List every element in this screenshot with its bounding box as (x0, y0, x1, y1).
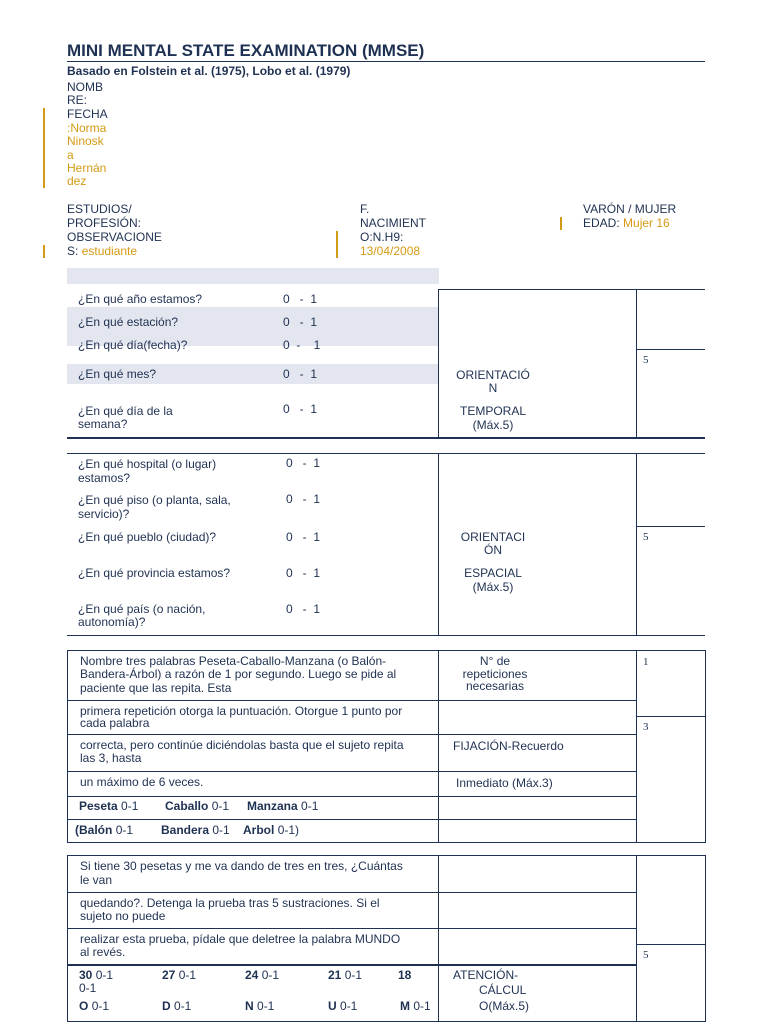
name-value-2: Ninosk (67, 134, 104, 148)
word-caballo: Caballo (165, 799, 209, 813)
subtraction-score-24: 0-1 (261, 968, 280, 982)
word-manzana-score: 0-1 (301, 799, 319, 813)
fixation-bottom-line (67, 842, 705, 843)
birth-label-3: O:N.H9: (360, 230, 404, 244)
attention-row-line-2 (67, 928, 637, 929)
birth-value: 13/04/2008 (360, 244, 421, 258)
word-balon-score: 0-1 (115, 823, 134, 837)
subtraction-item-27 (162, 969, 196, 982)
birth-label-1: F. (360, 202, 370, 216)
subtraction-number-30: 30 (79, 968, 93, 982)
attention-instruction-3: quedando?. Detenga la prueba tras 5 sustraciones. Si el (80, 896, 380, 910)
attention-top-line (67, 855, 705, 856)
fixation-score-line (637, 716, 705, 717)
fixation-instruction-5: cada palabra (80, 716, 150, 730)
fixation-left-edge (67, 650, 68, 843)
spatial-question-1-cont: estamos? (78, 471, 131, 485)
fixation-category-2: Inmediato (Máx.3) (456, 776, 553, 790)
subtraction-number-21: 21 (328, 968, 342, 982)
attention-score-line (637, 944, 705, 945)
temporal-top-line (439, 289, 705, 290)
age-value: Mujer 16 (623, 216, 670, 230)
spelling-letter-m: M (400, 999, 410, 1013)
fixation-row-line-3 (67, 771, 637, 772)
spelling-letter-d: D (162, 999, 171, 1013)
observations-label-2-text: S: (67, 244, 79, 258)
word-caballo-score: 0-1 (211, 799, 230, 813)
temporal-divider-2 (636, 289, 637, 438)
fixation-row-line-1 (67, 700, 637, 701)
spelling-item-u (328, 1000, 357, 1013)
attention-row-line-1 (67, 892, 637, 893)
fixation-instruction-4: primera repetición otorga la puntuación. Otorgue 1 punto por (80, 704, 403, 718)
observations-label-2 (67, 245, 137, 258)
temporal-score-1: 0 - 1 (283, 292, 318, 306)
spelling-item-m (400, 1000, 431, 1013)
word-bandera-score: 0-1 (212, 823, 230, 837)
fixation-row-line-2 (67, 734, 637, 735)
spelling-score-m: 0-1 (413, 999, 431, 1013)
fixation-instruction-3: paciente que las repita. Esta (80, 681, 232, 695)
spatial-max-score: 5 (643, 531, 649, 543)
temporal-category-2: N (488, 381, 498, 395)
name-value-3: a (67, 148, 74, 162)
temporal-score-3: 0 - 1 (283, 338, 321, 352)
sex-label: VARÓN / MUJER (583, 202, 677, 216)
subtraction-score-27: 0-1 (178, 968, 197, 982)
observations-marker (43, 245, 45, 258)
subtraction-number-27: 27 (162, 968, 176, 982)
temporal-mid-line (637, 349, 705, 350)
spatial-question-5-cont: autonomía)? (78, 615, 146, 629)
observations-value: estudiante (81, 244, 138, 258)
subtraction-number-18: 18 (398, 968, 412, 982)
spatial-divider-2 (636, 453, 637, 635)
attention-instruction-6: al revés. (80, 945, 126, 959)
spelling-item-n (245, 1000, 274, 1013)
temporal-category-4: (Máx.5) (472, 418, 514, 432)
fixation-top-line (67, 650, 705, 651)
attention-max-score: 5 (643, 949, 649, 961)
fixation-instruction-6: correcta, pero continúe diciéndolas basta que el sujeto repita (80, 738, 404, 752)
fixation-instruction-2: Bandera-Árbol) a razón de 1 por segundo. Luego se pide al (80, 667, 397, 681)
subtraction-score-30: 0-1 (95, 968, 114, 982)
birth-marker (336, 231, 338, 258)
spatial-score-5: 0 - 1 (286, 602, 321, 616)
spatial-score-4: 0 - 1 (286, 566, 321, 580)
spatial-question-1: ¿En qué hospital (o lugar) (78, 457, 217, 471)
name-value-1: :Norma (67, 121, 107, 135)
spatial-mid-line (637, 526, 705, 527)
fixation-divider-2 (636, 650, 637, 843)
spelling-letter-u: U (328, 999, 337, 1013)
name-label-2: RE: (67, 93, 88, 107)
word-bandera: Bandera (161, 823, 210, 837)
fixation-max-score: 3 (643, 721, 649, 733)
fixation-category-1: FIJACIÓN-Recuerdo (453, 739, 564, 753)
spatial-category-3: ESPACIAL (464, 566, 522, 580)
spatial-question-2-cont: servicio)? (78, 507, 130, 521)
attention-divider-2 (636, 855, 637, 1022)
spatial-bottom-line (67, 635, 705, 636)
page-title: MINI MENTAL STATE EXAMINATION (MMSE) (67, 41, 425, 60)
attention-bottom-line (67, 1021, 705, 1022)
attention-instruction-1: Si tiene 30 pesetas y me va dando de tres en tres, ¿Cuántas (80, 859, 403, 873)
page-subtitle: Basado en Folstein et al. (1975), Lobo et al. (1979) (67, 64, 351, 78)
spelling-item-d (162, 1000, 191, 1013)
word-peseta: Peseta (79, 799, 118, 813)
temporal-question-4: ¿En qué mes? (78, 367, 157, 381)
fixation-row-line-4 (67, 796, 637, 797)
temporal-score-2: 0 - 1 (283, 315, 318, 329)
fixation-row-line-5 (67, 819, 637, 820)
fixation-words-row-1 (79, 800, 434, 813)
temporal-question-2: ¿En qué estación? (78, 315, 179, 329)
spatial-score-3: 0 - 1 (286, 530, 321, 544)
spatial-question-3: ¿En qué pueblo (ciudad)? (78, 530, 217, 544)
attention-instruction-4: sujeto no puede (80, 909, 166, 923)
birth-label-2: NACIMIENT (360, 216, 426, 230)
word-manzana: Manzana (247, 799, 298, 813)
name-value-4: Hernán (67, 161, 107, 175)
temporal-score-4: 0 - 1 (283, 367, 318, 381)
attention-category-2: CÁLCUL (479, 983, 527, 997)
spelling-letter-n: N (245, 999, 254, 1013)
attention-instruction-2: le van (80, 873, 113, 887)
fixation-right-edge (705, 650, 706, 843)
spelling-letter-o: O (79, 999, 89, 1013)
repetitions-score: 1 (643, 656, 649, 668)
age-row (583, 217, 670, 230)
spatial-question-4: ¿En qué provincia estamos? (78, 566, 231, 580)
age-label: EDAD: (583, 216, 620, 230)
spelling-score-u: 0-1 (340, 999, 358, 1013)
studies-label-2: PROFESIÓN: (67, 216, 142, 230)
studies-label-1: ESTUDIOS/ (67, 202, 132, 216)
spatial-question-2: ¿En qué piso (o planta, sala, (78, 493, 231, 507)
spelling-item-o (79, 1000, 109, 1013)
attention-category-1: ATENCIÓN- (453, 968, 519, 982)
spelling-score-o: 0-1 (91, 999, 110, 1013)
age-marker (560, 217, 562, 230)
temporal-question-5-cont: semana? (78, 417, 128, 431)
subtraction-item-21 (328, 969, 362, 982)
fixation-instruction-1: Nombre tres palabras Peseta-Caballo-Manzana (o Balón- (80, 654, 387, 668)
spelling-score-n: 0-1 (257, 999, 275, 1013)
temporal-category-3: TEMPORAL (459, 404, 526, 418)
temporal-question-5: ¿En qué día de la (78, 404, 173, 418)
temporal-question-3: ¿En qué día(fecha)? (78, 338, 188, 352)
attention-category-3: O(Máx.5) (479, 999, 530, 1013)
title-underline (67, 61, 705, 62)
subtraction-score-21: 0-1 (344, 968, 363, 982)
spatial-category-1: ORIENTACI (460, 530, 526, 544)
date-label: FECHA (67, 107, 108, 121)
temporal-question-1: ¿En qué año estamos? (78, 292, 203, 306)
spatial-category-4: (Máx.5) (472, 580, 514, 594)
spelling-score-d: 0-1 (174, 999, 192, 1013)
attention-divider-1 (438, 855, 439, 1022)
fixation-words-row-2 (75, 824, 435, 837)
word-balon: (Balón (75, 823, 113, 837)
word-arbol-score: 0-1) (277, 823, 300, 837)
subtraction-number-24: 24 (245, 968, 259, 982)
temporal-bottom-line (67, 437, 705, 439)
subtraction-item-24 (245, 969, 279, 982)
spatial-top-line (67, 453, 705, 454)
attention-left-edge (67, 855, 68, 1022)
word-arbol: Arbol (243, 823, 275, 837)
subtraction-score-overflow: 0-1 (79, 981, 97, 995)
attention-right-edge (705, 855, 706, 1022)
subtraction-item-18 (398, 969, 411, 982)
observations-label-1: OBSERVACIONE (67, 230, 162, 244)
header-shade-bar (67, 268, 439, 284)
spatial-category-2: ÓN (484, 543, 502, 557)
repetitions-label-2: repeticiones (462, 667, 528, 681)
fixation-instruction-7: las 3, hasta (80, 751, 142, 765)
repetitions-label-3: necesarias (465, 679, 525, 693)
temporal-category-1: ORIENTACIÓ (456, 368, 530, 382)
spatial-score-1: 0 - 1 (286, 456, 321, 470)
word-peseta-score: 0-1 (121, 799, 139, 813)
fixation-instruction-8: un máximo de 6 veces. (80, 775, 204, 789)
temporal-max-score: 5 (643, 354, 649, 366)
spatial-question-5: ¿En qué país (o nación, (78, 602, 206, 616)
name-field-marker (43, 108, 45, 188)
attention-instruction-5: realizar esta prueba, pídale que deletree la palabra MUNDO (80, 932, 401, 946)
repetitions-label-1: N° de (479, 654, 511, 668)
name-value-5: dez (67, 174, 87, 188)
temporal-score-5: 0 - 1 (283, 402, 318, 416)
name-label-1: NOMB (67, 80, 103, 94)
spatial-score-2: 0 - 1 (286, 492, 321, 506)
attention-row-line-3 (67, 964, 637, 966)
